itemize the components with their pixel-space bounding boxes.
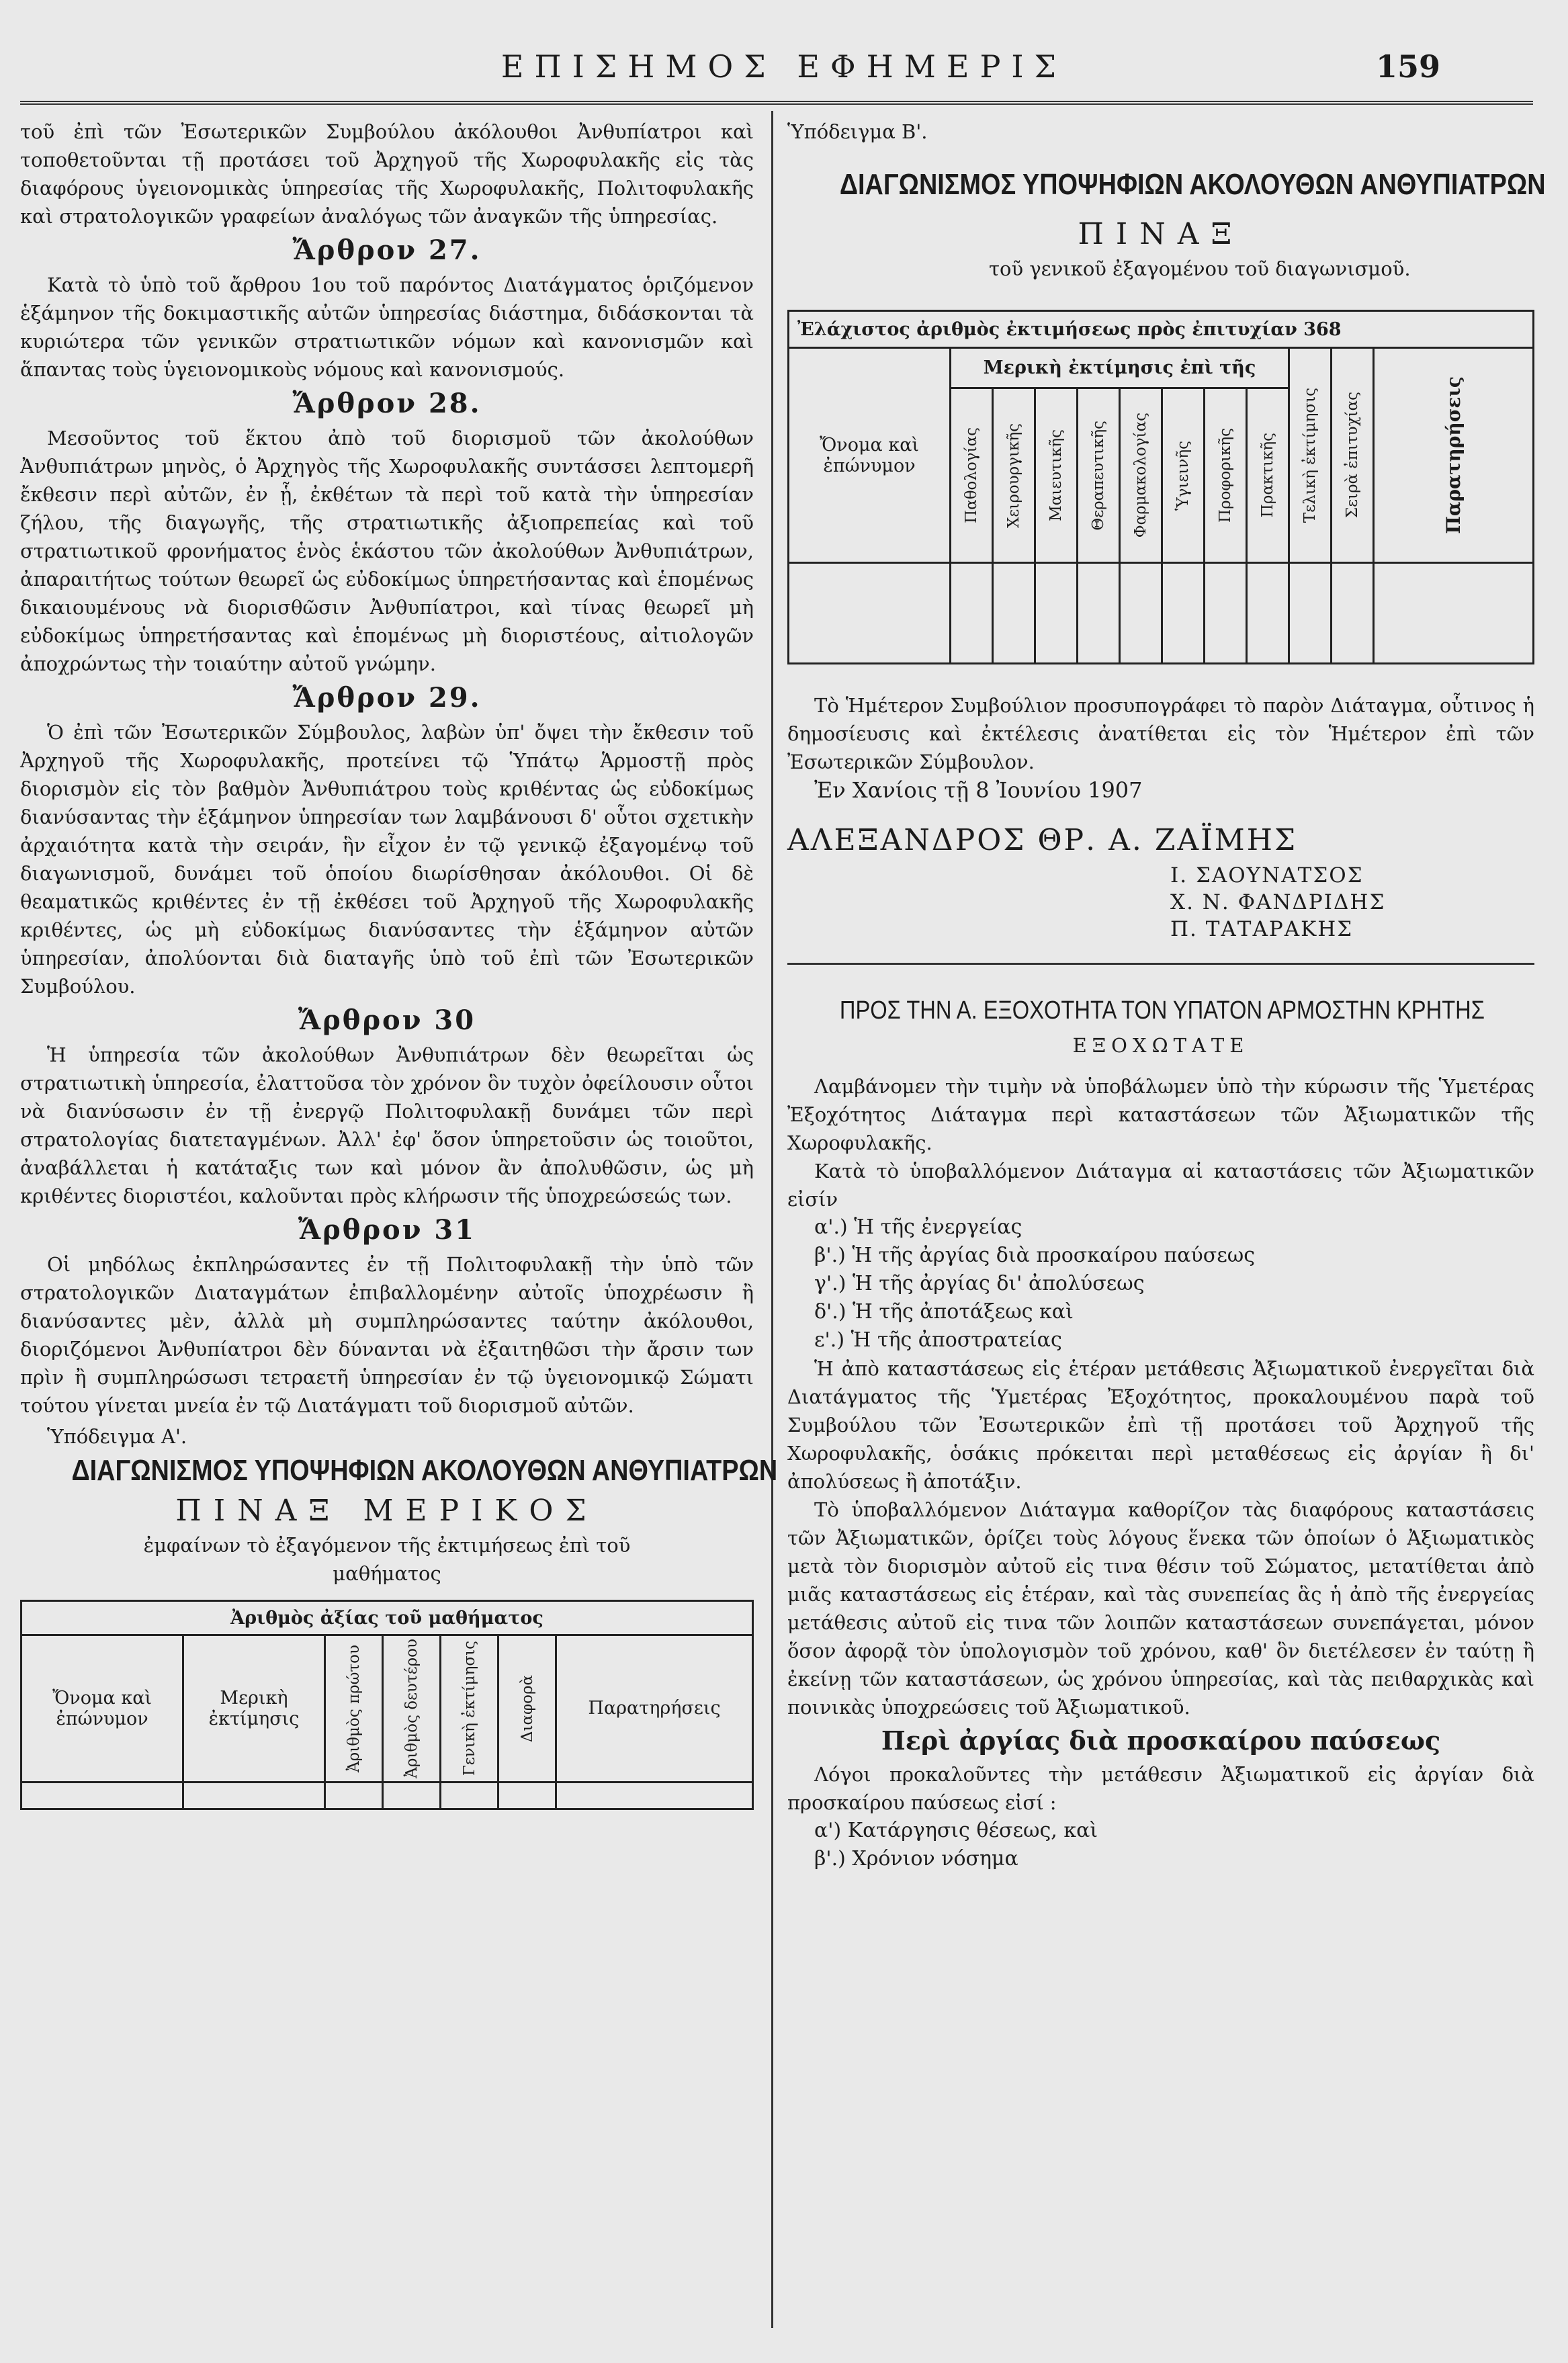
signature-3: Π. ΤΑΤΑΡΑΚΗΣ	[1170, 917, 1354, 941]
list-item: β'.) Ἡ τῆς ἀργίας διὰ προσκαίρου παύσεως	[814, 1244, 1256, 1267]
sample-b-pinax: ΠΙΝΑΞ	[1078, 217, 1244, 251]
signature-2: Χ. Ν. ΦΑΝΔΡΙΔΗΣ	[1170, 890, 1386, 914]
section-heading: Περὶ ἀργίας διὰ προσκαίρου παύσεως	[881, 1725, 1441, 1756]
report-transfer-text: Ἡ ἀπὸ καταστάσεως εἰς ἑτέραν μετάθεσις Ἀξιωματικοῦ ἐνεργεῖται διὰ Διατάγματος τῆς Ὑμετέρας Ἐξοχότητος, προκαλουμένου παρὰ τοῦ Συμβούλου τῶν Ἐσωτερικῶν ἐπὶ τῇ προτάσει τοῦ Ἀρχηγοῦ τῆς Χωροφυλακῆς, ὁσάκις πρόκειται περὶ μεταθέσεως εἰς ἀργίαν ἢ δι' ἀπολύσεως ἢ ἀποτάξιν.	[787, 1357, 1534, 1493]
signature-1: Ι. ΣΑΟΥΝΑΤΣΟΣ	[1170, 863, 1364, 888]
sample-a-subtitle: ἐμφαίνων τὸ ἐξαγόμενον τῆς ἐκτιμήσεως ἐπὶ τοῦ μαθήματος	[143, 1534, 631, 1585]
page-header	[0, 48, 1568, 102]
section-intro: Λόγοι προκαλοῦντες τὴν μετάθεσιν Ἀξιωματικοῦ εἰς ἀργίαν διὰ προσκαίρου παύσεως εἰσί :	[787, 1763, 1534, 1814]
table-b-name-header: Ὄνομα καὶ ἐπώνυμον	[789, 348, 951, 563]
list-item: α'.) Ἡ τῆς ἐνεργείας	[814, 1215, 1022, 1239]
sample-a-label: Ὑπόδειγμα Α'.	[47, 1425, 187, 1448]
decree-text: Τὸ Ἡμέτερον Συμβούλιον προσυπογράφει τὸ παρὸν Διάταγμα, οὗτινος ἡ δημοσίευσις καὶ ἐκτέλεσις ἀνατίθεται εἰς τὸν Ἡμέτερον ἐπὶ τῶν Ἐσωτερικῶν Σύμβουλον.	[787, 694, 1534, 773]
list-item: γ'.) Ἡ τῆς ἀργίας δι' ἀπολύσεως	[814, 1272, 1145, 1295]
left-column	[20, 118, 778, 1810]
article-29-heading: Ἄρθρον 29.	[292, 682, 482, 714]
sample-a-heading: ΔΙΑΓΩΝΙΣΜΟΣ ΥΠΟΨΗΦΙΩΝ ΑΚΟΛΟΥΘΩΝ ΑΝΘΥΠΙΑΤΡΩΝ	[71, 1454, 778, 1487]
table-a-rot-header: Ἀριθμὸς πρώτου	[345, 1644, 363, 1772]
sample-b-heading: ΔΙΑΓΩΝΙΣΜΟΣ ΥΠΟΨΗΦΙΩΝ ΑΚΟΛΟΥΘΩΝ ΑΝΘΥΠΙΑΤΡΩΝ	[839, 168, 1546, 201]
report-intro: Λαμβάνομεν τὴν τιμὴν νὰ ὑποβάλωμεν ὑπὸ τὴν κύρωσιν τῆς Ὑμετέρας Ἐξοχότητος Διάταγμα περὶ καταστάσεων τῶν Ἀξιωματικῶν τῆς Χωροφυλακῆς.	[787, 1075, 1534, 1154]
salutation: ΕΞΟΧΩΤΑΤΕ	[1072, 1034, 1250, 1057]
list-item: δ'.) Ἡ τῆς ἀποτάξεως καὶ	[814, 1300, 1074, 1324]
table-b-rot-header: Ὑγιεινῆς	[1174, 440, 1192, 511]
header-rule	[20, 101, 1533, 105]
table-row	[21, 1782, 753, 1809]
table-b-rot-header: Πρακτικῆς	[1259, 433, 1276, 518]
article-28-text: Μεσοῦντος τοῦ ἕκτου ἀπὸ τοῦ διορισμοῦ τῶν ἀκολούθων Ἀνθυπιάτρων μηνὸς, ὁ Ἀρχηγὸς τῆς Χωροφυλακῆς συντάσσει λεπτομερῆ ἔκθεσιν περὶ αὐτῶν, ἐν ᾗ, ἐκθέτων τὰ περὶ τοῦ κατὰ τὴν ὑπηρεσίαν ζήλου, τῆς διαγωγῆς, τῆς στρατιωτικῆς ἀξιοπρεπείας καὶ τοῦ στρατιωτικοῦ φρονήματος ἑνὸς ἑκάστου τῶν ἀκολούθων Ἀνθυπιάτρων, ἀπαραιτήτως τούτων θεωρεῖ ὡς εὐδοκίμως ὑπηρετήσαντας καὶ ἑπομένως δικαιουμένους νὰ διορισθῶσιν Ἀνθυπίατροι, καὶ τίνας θεωρεῖ μὴ εὐδοκίμως ὑπηρετήσαντας καὶ ἑπομένως μὴ διοριστέους, αἰτιολογῶν ἀποχρώντως τὴν τοιαύτην αὐτοῦ γνώμην.	[20, 427, 754, 675]
table-a-name-header: Ὄνομα καὶ ἐπώνυμον	[21, 1635, 183, 1782]
table-b-rot-header: Τελικὴ ἐκτίμησις	[1301, 387, 1319, 523]
article-30-heading: Ἄρθρον 30	[298, 1004, 476, 1036]
table-b	[787, 310, 1534, 664]
table-b-top-header: Ἐλάχιστος ἀριθμὸς ἐκτιμήσεως πρὸς ἐπιτυχίαν 368	[789, 311, 1534, 348]
table-b-remarks-header: Παρατηρήσεις	[1442, 376, 1465, 534]
report-states-intro: Κατὰ τὸ ὑποβαλλόμενον Διάταγμα αἱ καταστάσεις τῶν Ἀξιωματικῶν εἰσίν	[787, 1160, 1534, 1211]
table-b-rot-header: Παθολογίας	[963, 427, 980, 523]
table-b-rot-header: Χειρουργικῆς	[1005, 423, 1022, 528]
sample-a-pinax: ΠΙΝΑΞ ΜΕΡΙΚΟΣ	[175, 1494, 599, 1528]
article-31-text: Οἱ μηδόλως ἐκπληρώσαντες ἐν τῇ Πολιτοφυλακῇ τὴν ὑπὸ τῶν στρατολογικῶν Διαταγμάτων ἐπιβαλλομένην αὐτοῖς ὑποχρέωσιν ἢ διανύσαντες μὲν, ἀλλὰ μὴ συμπληρώσαντες ταύτην ἀκόλουθοι, διοριζόμενοι Ἀνθυπίατροι δὲν δύνανται νὰ ἐξαιτηθῶσι τὴν ἄρσιν των πρὶν ἢ συμπληρώσωσι τετραετῆ ὑπηρεσίαν ἐν τῷ ὑγειονομικῷ Σώματι τούτου γίνεται μνεία ἐν τῷ Διατάγματι τοῦ διορισμοῦ αὐτῶν.	[20, 1253, 754, 1417]
table-a	[20, 1600, 754, 1810]
article-30-text: Ἡ ὑπηρεσία τῶν ἀκολούθων Ἀνθυπιάτρων δὲν θεωρεῖται ὡς στρατιωτικὴ ὑπηρεσία, ἐλαττοῦσα τὸν χρόνον ὃν τυχὸν ὀφείλουσιν οὗτοι νὰ διανύσωσιν ἐν τῇ ἐνεργῷ Πολιτοφυλακῇ δυνάμει τῶν περὶ στρατολογίας διατεταγμένων. Ἀλλ' ἐφ' ὅσον ὑπηρετοῦσιν ὡς τοιοῦτοι, ἀναβάλλεται ἡ κατάταξις των καὶ μόνον ἂν ἀπολυθῶσιν, ὡς μὴ κριθέντες διοριστέοι, καλοῦνται πρὸς κλήρωσιν τῆς ὑποχρεώσεώς των.	[20, 1043, 754, 1207]
table-a-rot-header: Ἀριθμὸς δευτέρου	[402, 1639, 421, 1778]
list-item: α') Κατάργησις θέσεως, καὶ	[814, 1819, 1098, 1842]
table-b-partial-header: Μερικὴ ἐκτίμησις ἐπὶ τῆς	[951, 348, 1289, 388]
right-column	[787, 118, 1546, 1873]
list-item: ε'.) Ἡ τῆς ἀποστρατείας	[814, 1328, 1062, 1352]
table-a-top-header: Ἀριθμὸς ἀξίας τοῦ μαθήματος	[21, 1601, 753, 1635]
table-a-rot-header: Γενικὴ ἐκτίμησις	[460, 1641, 478, 1776]
table-a-partial-header: Μερικὴ ἐκτίμησις	[183, 1635, 325, 1782]
paragraph-continued: τοῦ ἐπὶ τῶν Ἐσωτερικῶν Συμβούλου ἀκόλουθοι Ἀνθυπίατροι καὶ τοποθετοῦνται τῇ προτάσει τοῦ Ἀρχηγοῦ τῆς Χωροφυλακῆς εἰς τὰς διαφόρους ὑγειονομικὰς ὑπηρεσίας τῆς Χωροφυλακῆς, Πολιτοφυλακῆς καὶ στρατολογικῶν γραφείων ἀναλόγως τῶν ἀναγκῶν τῆς ὑπηρεσίας.	[20, 120, 754, 228]
table-row	[789, 563, 1534, 664]
gazette-title: ΕΠΙΣΗΜΟΣ ΕΦΗΜΕΡΙΣ	[500, 48, 1068, 85]
column-divider	[771, 111, 773, 2328]
table-b-rot-header: Προφορικῆς	[1217, 428, 1234, 523]
table-b-rot-header: Μαιευτικῆς	[1047, 429, 1065, 521]
table-b-rot-header: Σειρὰ ἐπιτυχίας	[1344, 392, 1361, 519]
list-item: β'.) Χρόνιον νόσημα	[814, 1847, 1018, 1871]
page-number: 159	[1375, 48, 1440, 85]
report-decree-text: Τὸ ὑποβαλλόμενον Διάταγμα καθορίζον τὰς διαφόρους καταστάσεις τῶν Ἀξιωματικῶν, ὁρίζει τοὺς λόγους ἕνεκα τῶν ὁποίων ὁ Ἀξιωματικὸς μετὰ τὸν διορισμὸν αὐτοῦ εἰς τινα θέσιν τοῦ Σώματος, μετατίθεται ἀπὸ μιᾶς καταστάσεως εἰς ἑτέραν, καὶ τὰς συνεπείας ἃς ἡ ἀπὸ τῆς ἐνεργείας μετάθεσις αὐτοῦ εἰς τινα τῶν λοιπῶν καταστάσεων συνεπάγεται, μόνον ὅσον ἀφορᾷ τὸν ὑπολογισμὸν τοῦ χρόνου, καθ' ὃν διετέλεσεν ἐν ταύτῃ ἢ ἐκείνῃ τῶν καταστάσεων, ὡς χρόνου ὑπηρεσίας, καὶ τὰς πειθαρχικὰς καὶ ποινικὰς ὑποχρεώσεις τοῦ Ἀξιωματικοῦ.	[787, 1498, 1534, 1719]
article-27-heading: Ἄρθρον 27.	[292, 234, 482, 266]
table-a-remarks-header: Παρατηρήσεις	[556, 1635, 753, 1782]
article-27-text: Κατὰ τὸ ὑπὸ τοῦ ἄρθρου 1ου τοῦ παρόντος Διατάγματος ὁριζόμενον ἑξάμηνον τῆς δοκιμαστικῆς αὐτῶν ὑπηρεσίας διάστημα, διδάσκονται τὰ κυριώτερα τῶν γενικῶν στρατιωτικῶν νόμων καὶ κανονισμῶν καὶ ἅπαντας τοὺς ὑγειονομικοὺς νόμους καὶ κανονισμούς.	[20, 273, 754, 381]
article-31-heading: Ἄρθρον 31	[298, 1214, 476, 1246]
table-b-rot-header: Θεραπευτικῆς	[1090, 420, 1107, 531]
article-28-heading: Ἄρθρον 28.	[292, 388, 482, 419]
table-b-rot-header: Φαρμακολογίας	[1132, 413, 1149, 538]
signature-main: ΑΛΕΞΑΝΔΡΟΣ ΘΡ. Α. ΖΑΪΜΗΣ	[787, 823, 1298, 857]
sample-b-subtitle: τοῦ γενικοῦ ἐξαγομένου τοῦ διαγωνισμοῦ.	[989, 257, 1411, 280]
table-a-rot-header: Διαφορὰ	[518, 1674, 536, 1742]
report-heading: ΠΡΟΣ ΤΗΝ Α. ΕΞΟΧΟΤΗΤΑ ΤΟΝ ΥΠΑΤΟΝ ΑΡΜΟΣΤΗΝ ΚΡΗΤΗΣ	[839, 996, 1485, 1025]
article-29-text: Ὁ ἐπὶ τῶν Ἐσωτερικῶν Σύμβουλος, λαβὼν ὑπ' ὄψει τὴν ἔκθεσιν τοῦ Ἀρχηγοῦ τῆς Χωροφυλακῆς, προτείνει τῷ Ὑπάτῳ Ἁρμοστῇ πρὸς διορισμὸν εἰς τὸν βαθμὸν Ἀνθυπιάτρου τοὺς κριθέντας ὡς εὐδοκίμως διανύσαντας τὴν ἑξάμηνον ὑπηρεσίαν των λαμβάνουσι δ' οὗτοι σχετικὴν ἀρχαιότητα κατὰ τὴν σειράν, ἣν εἶχον ἐν τῷ γενικῷ ἐξαγομένῳ τοῦ διαγωνισμοῦ, δυνάμει τοῦ ὁποίου διωρίσθησαν ἀκόλουθοι. Οἱ δὲ θεαματικῶς κριθέντες ἐν τῇ ἐκθέσει τοῦ Ἀρχηγοῦ τῆς Χωροφυλακῆς κριθέντες, ὡς μὴ εὐδοκίμως διανύσαντες τὴν ἑξάμηνον αὐτῶν ὑπηρεσίαν, ἀπολύονται διὰ διαταγῆς ὑπὸ τοῦ ἐπὶ τῶν Ἐσωτερικῶν Συμβούλου.	[20, 721, 754, 998]
sample-b-label: Ὑπόδειγμα Β'.	[787, 120, 928, 143]
place-date: Ἐν Χανίοις τῇ 8 Ἰουνίου 1907	[814, 777, 1143, 803]
